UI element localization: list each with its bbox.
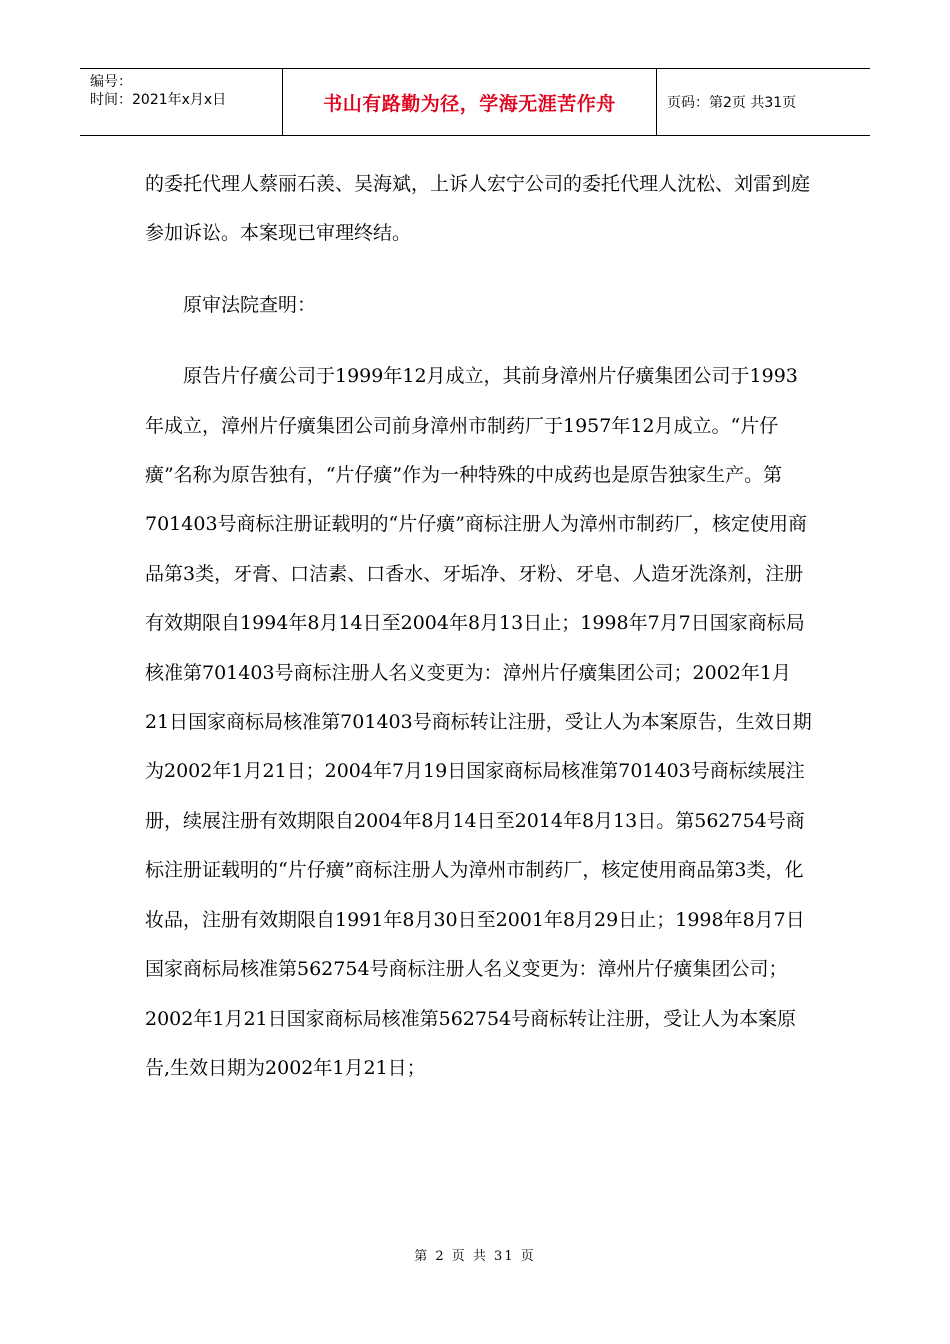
code-label: 编号： <box>90 74 132 90</box>
motto-text: 书山有路勤为径，学海无涯苦作舟 <box>323 92 616 115</box>
date-label: 时间：2021年x月x日 <box>90 92 227 108</box>
page-footer: 第 2 页 共 31 页 <box>414 1249 536 1264</box>
paragraph-findings: 原告片仔癀公司于1999年12月成立，其前身漳州片仔癀集团公司于1993年成立，漳州片仔癀集团公司前身漳州市制药厂于1957年12月成立。“片仔癀”名称为原告独有，“片仔癀”作为一种特殊的中成药也是原告独家生产。第701403号商标注册证载明的“片仔癀”商标注册人为漳州市制药厂，核定使用商品第3类，牙膏、口洁素、口香水、牙垢净、牙粉、牙皂、人造牙洗涤剂，注册有效期限自1994年8月14日至2004年8月13日止；1998年7月7日国家商标局核准第701403号商标注册人名义变更为：漳州片仔癀集团公司；2002年1月21日国家商标局核准第701403号商标转让注册，受让人为本案原告，生效日期为2002年1月21日；2004年7月19日国家商标局核准第701403号商标续展注册，续展注册有效期限自2004年8月14日至2014年8月13日。第562754号商标注册证载明的“片仔癀”商标注册人为漳州市制药厂，核定使用商品第3类，化妆品，注册有效期限自1991年8月30日至2001年8月29日止；1998年8月7日国家商标局核准第562754号商标注册人名义变更为：漳州片仔癀集团公司；2002年1月21日国家商标局核准第562754号商标转让注册，受让人为本案原告,生效日期为2002年1月21日； <box>145 365 812 1079</box>
page-label: 页码：第2页 共31页 <box>667 95 797 111</box>
header-motto-cell <box>283 69 657 135</box>
header-page-cell <box>657 69 870 135</box>
paragraph-heading: 原审法院查明： <box>183 293 317 316</box>
paragraph-continued: 的委托代理人蔡丽石羡、吴海斌，上诉人宏宁公司的委托代理人沈松、刘雷到庭参加诉讼。本案现已审理终结。 <box>145 173 811 245</box>
document-header <box>80 68 870 136</box>
header-meta-cell <box>80 69 283 135</box>
document-body <box>145 160 815 1093</box>
